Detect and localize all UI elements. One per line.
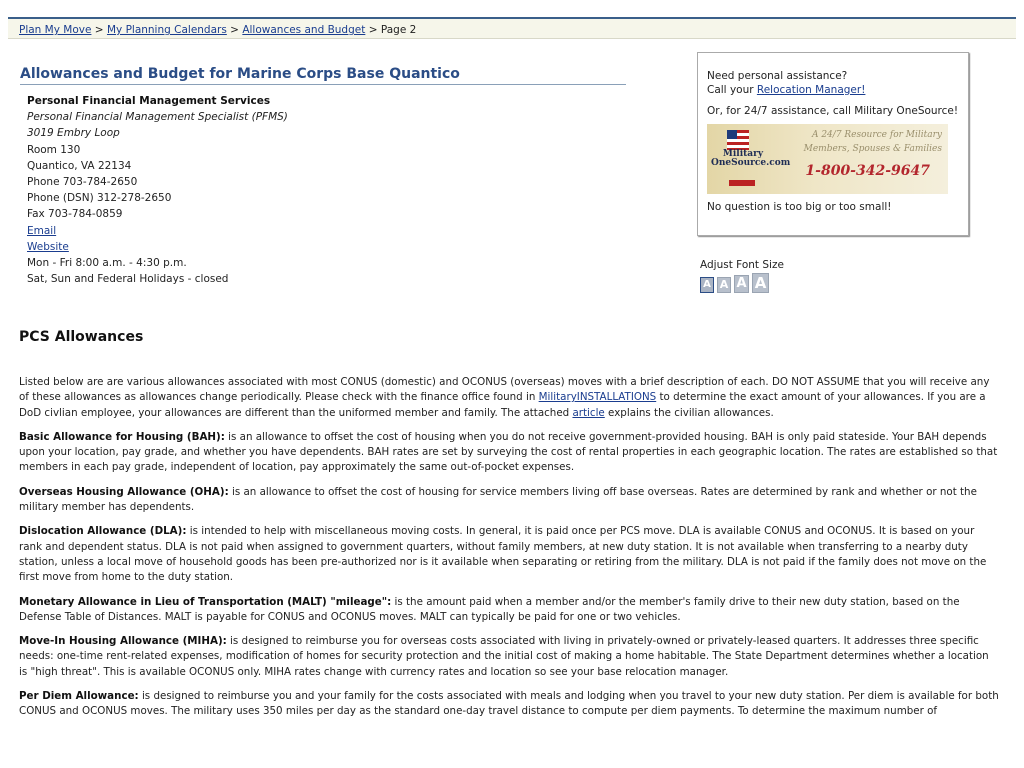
office-hours-weekday: Mon - Fri 8:00 a.m. - 4:30 p.m.: [27, 257, 187, 270]
onesource-phone: 1-800-342-9647: [805, 163, 930, 179]
office-street: 3019 Embry Loop: [27, 127, 120, 140]
assist-line-1: Need personal assistance?: [707, 70, 848, 82]
office-name: Personal Financial Management Services: [27, 95, 271, 107]
allowance-term: Dislocation Allowance (DLA):: [19, 525, 187, 538]
assist-line-4: No question is too big or too small!: [707, 201, 892, 213]
font-size-label: Adjust Font Size: [700, 259, 784, 271]
office-fax: Fax 703-784-0859: [27, 208, 123, 221]
breadcrumb-plan-my-move[interactable]: Plan My Move: [19, 24, 92, 36]
font-size-large-button[interactable]: A: [734, 275, 749, 293]
onesource-logo-text: [711, 149, 791, 168]
page-title: Allowances and Budget for Marine Corps Base Quantico: [20, 66, 626, 85]
office-role: Personal Financial Management Specialist (PFMS): [27, 111, 288, 124]
intro-paragraph: [19, 375, 999, 421]
font-size-controls: [700, 273, 784, 293]
breadcrumb-my-planning-calendars[interactable]: My Planning Calendars: [106, 24, 227, 36]
office-phone: Phone 703-784-2650: [27, 176, 138, 189]
breadcrumb-separator: >: [230, 24, 239, 36]
intro-text-1: Listed below are are various allowances associated with most CONUS (domestic) and OCONUS (overseas) moves with a brief description of each. DO NOT ASSUME that you will receive any of these allowances as allowances change periodically. Please check with the finance office found in: [19, 376, 990, 404]
allowance-malt: [19, 595, 999, 626]
allowance-dla: [19, 524, 999, 585]
allowance-term: Move-In Housing Allowance (MIHA):: [19, 635, 227, 648]
breadcrumb-separator: >: [94, 24, 104, 36]
military-installations-link[interactable]: MilitaryINSTALLATIONS: [538, 391, 657, 404]
phone-card-icon: [729, 180, 755, 186]
allowance-description: is intended to help with miscellaneous moving costs. In general, it is paid once per PCS move. DLA is available CONUS and OCONUS. It is based on your rank and dependent status. DLA is not paid when assigned to government quarters, without family members, at new duty station. It is not available when transferring to a nearby duty station, unless a local move of household goods has been pre-authorized nor is it available when separating or retiring from the military. DLA is not paid if the family does not move on the first move from home to the duty station.: [19, 525, 987, 584]
allowance-description: is the amount paid when a member and/or the member's family drive to their new duty station, based on the Defense Table of Distances. MALT is payable for CONUS and OCONUS moves. MALT can typically be paid for one or two vehicles.: [19, 595, 960, 623]
allowance-description: is designed to reimburse you for overseas costs associated with living in privately-owned or privately-leased quarters. It addresses three specific needs: one-time rent-related expenses, modification of homes for security protection and the initial cost of making a home habitable. The State Department determines whether a location is "high threat". This is available OCONUS only. MIHA rates change with currency rates and location so see your base relocation manager.: [19, 635, 989, 678]
allowance-description: is designed to reimburse you and your family for the costs associated with meals and lodging when you travel to your new duty station. Per diem is available for both CONUS and OCONUS moves. The military uses 350 miles per day as the standard one-day travel distance to compute per diem payments. To determine the maximum number of: [19, 690, 999, 718]
breadcrumb-current: Page 2: [380, 24, 417, 36]
allowance-per-diem: [19, 689, 999, 720]
allowance-description: is an allowance to offset the cost of housing when you do not receive government-provided housing. BAH is only paid stateside. Your BAH depends upon your location, pay grade, and whether you have dependents. BAH rates are set by surveying the cost of rental properties in each geographic location. The rates are established so that members in each pay grade, independent of location, pay approximately the same out-of-pocket expenses.: [19, 430, 998, 474]
office-room: Room 130: [27, 143, 81, 156]
allowance-term: Monetary Allowance in Lieu of Transportation (MALT) "mileage":: [19, 595, 392, 608]
allowance-term: Basic Allowance for Housing (BAH):: [19, 430, 225, 443]
assist-call-text: Call your: [707, 84, 757, 96]
allowance-oha: [19, 485, 999, 516]
intro-text-2: to determine the exact amount of your allowances. If you are a DoD civlian employee, your allowances are different than the uniformed member and family. The attached: [19, 391, 986, 419]
onesource-tagline-2: Members, Spouses & Families: [803, 144, 942, 154]
office-contact-block: [27, 93, 288, 287]
font-size-medium-button[interactable]: A: [717, 277, 731, 293]
onesource-brand-line-2: OneSource.com: [711, 158, 791, 168]
allowance-term: Overseas Housing Allowance (OHA):: [19, 485, 229, 498]
assist-line-2: [707, 83, 968, 97]
onesource-tagline-1: A 24/7 Resource for Military: [811, 130, 942, 140]
allowance-term: Per Diem Allowance:: [19, 690, 139, 703]
office-hours-weekend: Sat, Sun and Federal Holidays - closed: [27, 273, 229, 286]
office-dsn-phone: Phone (DSN) 312-278-2650: [27, 192, 172, 205]
office-email-link[interactable]: Email: [27, 224, 57, 237]
intro-text-3: explains the civilian allowances.: [604, 406, 774, 419]
section-title: PCS Allowances: [19, 329, 144, 345]
onesource-brand-line-1: Military: [722, 149, 764, 159]
breadcrumb-separator: >: [368, 24, 378, 36]
allowances-content: [19, 375, 999, 729]
onesource-tagline: [792, 128, 942, 156]
allowance-miha: [19, 634, 999, 680]
breadcrumb-allowances-and-budget[interactable]: Allowances and Budget: [242, 24, 366, 36]
relocation-manager-link[interactable]: Relocation Manager!: [756, 84, 866, 96]
flag-icon: [727, 130, 749, 150]
office-city: Quantico, VA 22134: [27, 159, 132, 172]
allowance-description: is an allowance to offset the cost of housing for service members living off base overseas. Rates are determined by rank and whether or not the military member has dependents.: [19, 485, 977, 514]
article-link[interactable]: article: [572, 406, 605, 419]
adjust-font-size: [700, 259, 784, 293]
assist-line-3: Or, for 24/7 assistance, call Military OneSource!: [707, 105, 959, 117]
allowance-bah: [19, 430, 999, 476]
font-size-xlarge-button[interactable]: A: [752, 273, 769, 293]
military-onesource-banner[interactable]: [707, 124, 948, 194]
assistance-box: [697, 52, 969, 236]
breadcrumb: [8, 17, 1016, 39]
font-size-small-button[interactable]: A: [700, 277, 714, 293]
office-website-link[interactable]: Website: [27, 240, 69, 253]
